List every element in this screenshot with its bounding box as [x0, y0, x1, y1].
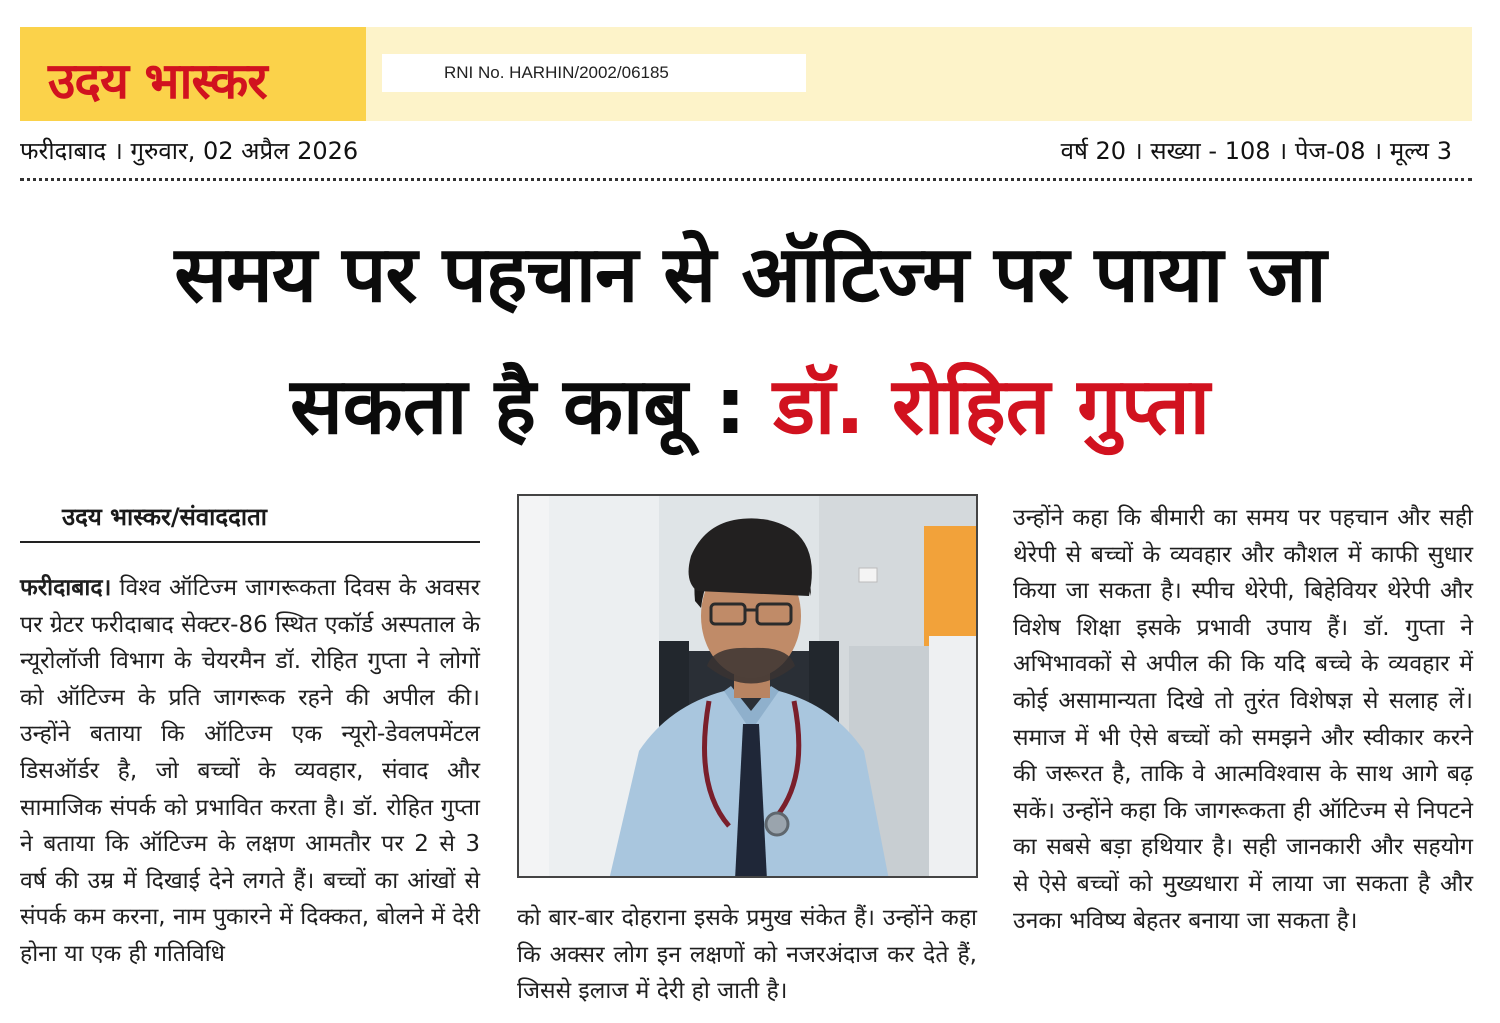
header-divider — [20, 178, 1472, 181]
article-text-1: विश्व ऑटिज्म जागरूकता दिवस के अवसर पर ग्रेटर फरीदाबाद सेक्टर-86 स्थित एकॉर्ड अस्पताल के न्यूरोलॉजी विभाग के चेयरमैन डॉ. रोहित गुप्ता ने लोगों को ऑटिज्म के प्रति जागरूक रहने की अपील की। उन्होंने बताया कि ऑटिज्म एक न्यूरो-डेवलपमेंटल डिसऑर्डर है, जो बच्चों के व्यवहार, संवाद और सामाजिक संपर्क को प्रभावित करता है। डॉ. रोहित गुप्ता ने बताया कि ऑटिज्म के लक्षण आमतौर पर 2 से 3 वर्ष की उम्र में दिखाई देने लगते हैं। बच्चों का आंखों से संपर्क कम करना, नाम पुकारने में दिक्कत, बोलने में देरी होना या एक ही गतिविधि — [20, 575, 480, 967]
doctor-portrait-illustration — [519, 496, 978, 878]
issue-info: वर्ष 20 । सख्या - 108 । पेज-08 । मूल्य 3 — [1060, 137, 1452, 165]
byline: उदय भास्कर/संवाददाता — [62, 503, 267, 531]
newspaper-logo — [20, 27, 366, 121]
masthead — [20, 27, 1472, 121]
article-column-1 — [20, 570, 480, 973]
dateline: फरीदाबाद । गुरुवार, 02 अप्रैल 2026 — [20, 137, 359, 165]
doctor-photo — [517, 494, 978, 878]
rni-number: RNI No. HARHIN/2002/06185 — [382, 54, 806, 92]
headline-line-1: समय पर पहचान से ऑटिज्म पर पाया जा — [174, 230, 1326, 320]
headline-line-2 — [0, 350, 1500, 456]
headline-doctor-name: डॉ. रोहित गुप्ता — [773, 362, 1210, 452]
dateline-place: फरीदाबाद। — [20, 575, 112, 601]
logo-text: उदय भास्कर — [48, 52, 267, 110]
article-column-2: को बार-बार दोहराना इसके प्रमुख संकेत हैं। उन्होंने कहा कि अक्सर लोग इन लक्षणों को नजरअंदाज कर देते हैं, जिससे इलाज में देरी हो जाती है। — [517, 905, 977, 1005]
headline-main: सकता है काबू : — [290, 362, 774, 452]
byline-rule — [20, 541, 480, 543]
article-column-3: उन्होंने कहा कि बीमारी का समय पर पहचान और सही थेरेपी से बच्चों के व्यवहार और कौशल में काफी सुधार किया जा सकता है। स्पीच थेरेपी, बिहेवियर थेरेपी और विशेष शिक्षा इसके प्रभावी उपाय हैं। डॉ. गुप्ता ने अभिभावकों से अपील की कि यदि बच्चे के व्यवहार में कोई असामान्यता दिखे तो तुरंत विशेषज्ञ से सलाह लें। समाज में भी ऐसे बच्चों को समझने और स्वीकार करने की जरूरत है, ताकि वे आत्मविश्वास के साथ आगे बढ़ सकें। उन्होंने कहा कि जागरूकता ही ऑटिज्म से निपटने का सबसे बड़ा हथियार है। सही जानकारी और सहयोग से ऐसे बच्चों को मुख्यधारा में लाया जा सकता है और उनका भविष्य बेहतर बनाया जा सकता है। — [1013, 505, 1473, 934]
